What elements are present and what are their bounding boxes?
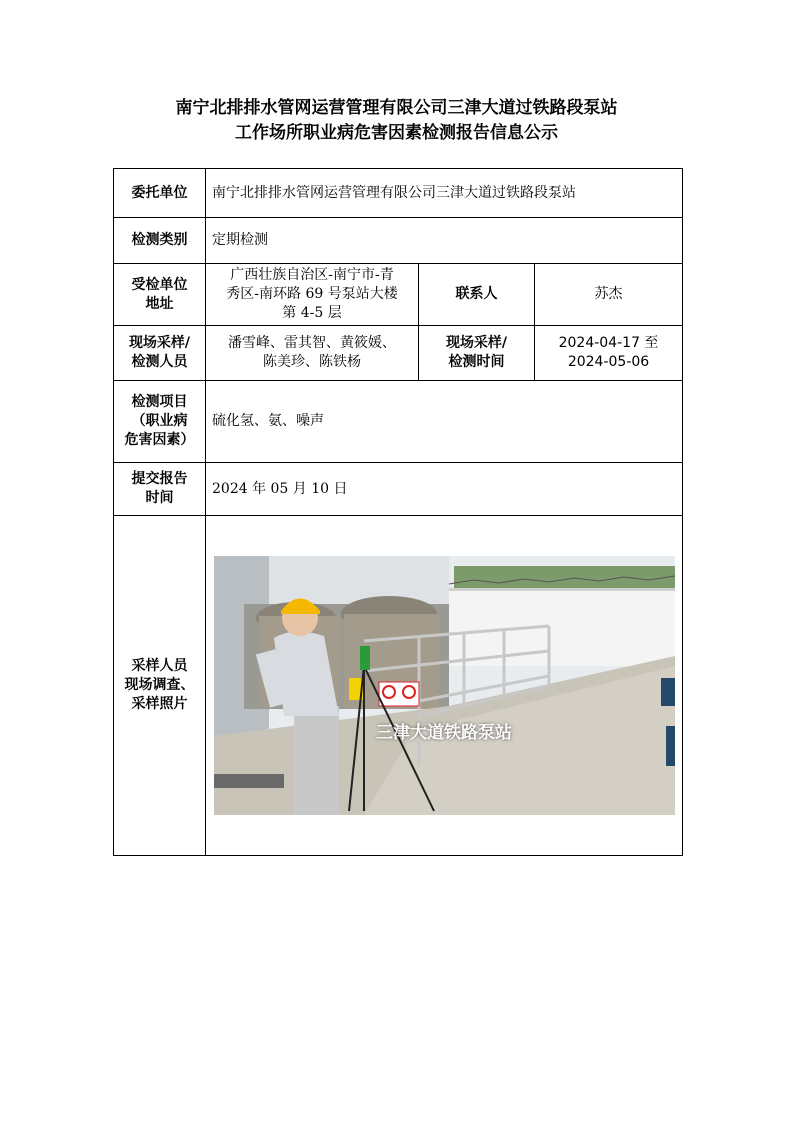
label-address-line2: 地址: [145, 295, 174, 312]
value-type: 定期检测: [206, 218, 683, 264]
label-staff: [114, 326, 206, 381]
row-report: [114, 463, 683, 516]
label-time: [419, 326, 535, 381]
label-staff-line1: 现场采样/: [128, 335, 191, 351]
site-photo-image: [214, 556, 675, 815]
label-report-line2: 时间: [145, 490, 174, 506]
label-photo-line1: 采样人员: [131, 658, 188, 674]
value-staff-line2: 陈美珍、陈铁杨: [263, 354, 361, 370]
value-report: 2024 年 05 月 10 日: [206, 463, 683, 516]
row-type: [114, 218, 683, 264]
photo-cell: [206, 516, 683, 856]
label-items-line1: 检测项目: [131, 394, 188, 410]
row-staff: [114, 326, 683, 381]
label-time-line2: 检测时间: [448, 354, 505, 370]
photo-caption: 三津大道铁路泵站: [376, 723, 513, 743]
value-contact: 苏杰: [535, 264, 683, 326]
label-photo-line2: 现场调查、: [124, 677, 195, 693]
value-client: 南宁北排排水管网运营管理有限公司三津大道过铁路段泵站: [206, 169, 683, 218]
label-staff-line2: 检测人员: [131, 354, 188, 370]
label-report: [114, 463, 206, 516]
row-address: [114, 264, 683, 326]
value-address-line1: 广西壮族自治区-南宁市-青: [230, 267, 394, 283]
value-address: [206, 264, 419, 326]
value-time-line2: 2024-05-06: [567, 354, 650, 370]
label-contact: 联系人: [419, 264, 535, 326]
title-line-2: 工作场所职业病危害因素检测报告信息公示: [235, 123, 558, 143]
value-time: [535, 326, 683, 381]
value-address-line3: 第 4-5 层: [282, 305, 342, 321]
title-line-1: 南宁北排排水管网运营管理有限公司三津大道过铁路段泵站: [175, 98, 618, 118]
label-items-line3: 危害因素）: [124, 432, 195, 448]
value-address-line2: 秀区-南环路 69 号泵站大楼: [226, 286, 398, 302]
label-report-line1: 提交报告: [131, 471, 188, 487]
row-client: [114, 169, 683, 218]
row-photo: [114, 516, 683, 856]
label-items: [114, 381, 206, 463]
label-address: [114, 264, 206, 326]
info-table: [113, 168, 683, 856]
label-client: 委托单位: [114, 169, 206, 218]
label-photo-line3: 采样照片: [131, 696, 188, 712]
value-staff: [206, 326, 419, 381]
value-time-line1: 2024-04-17 至: [558, 335, 659, 351]
row-items: [114, 381, 683, 463]
value-staff-line1: 潘雪峰、雷其智、黄筱媛、: [228, 335, 396, 351]
label-type: 检测类别: [114, 218, 206, 264]
label-items-line2: （职业病: [131, 413, 188, 429]
site-photo: [214, 556, 675, 815]
label-address-line1: 受检单位: [131, 276, 188, 293]
value-items: 硫化氢、氨、噪声: [206, 381, 683, 463]
label-time-line1: 现场采样/: [445, 335, 508, 351]
label-photo: [114, 516, 206, 856]
